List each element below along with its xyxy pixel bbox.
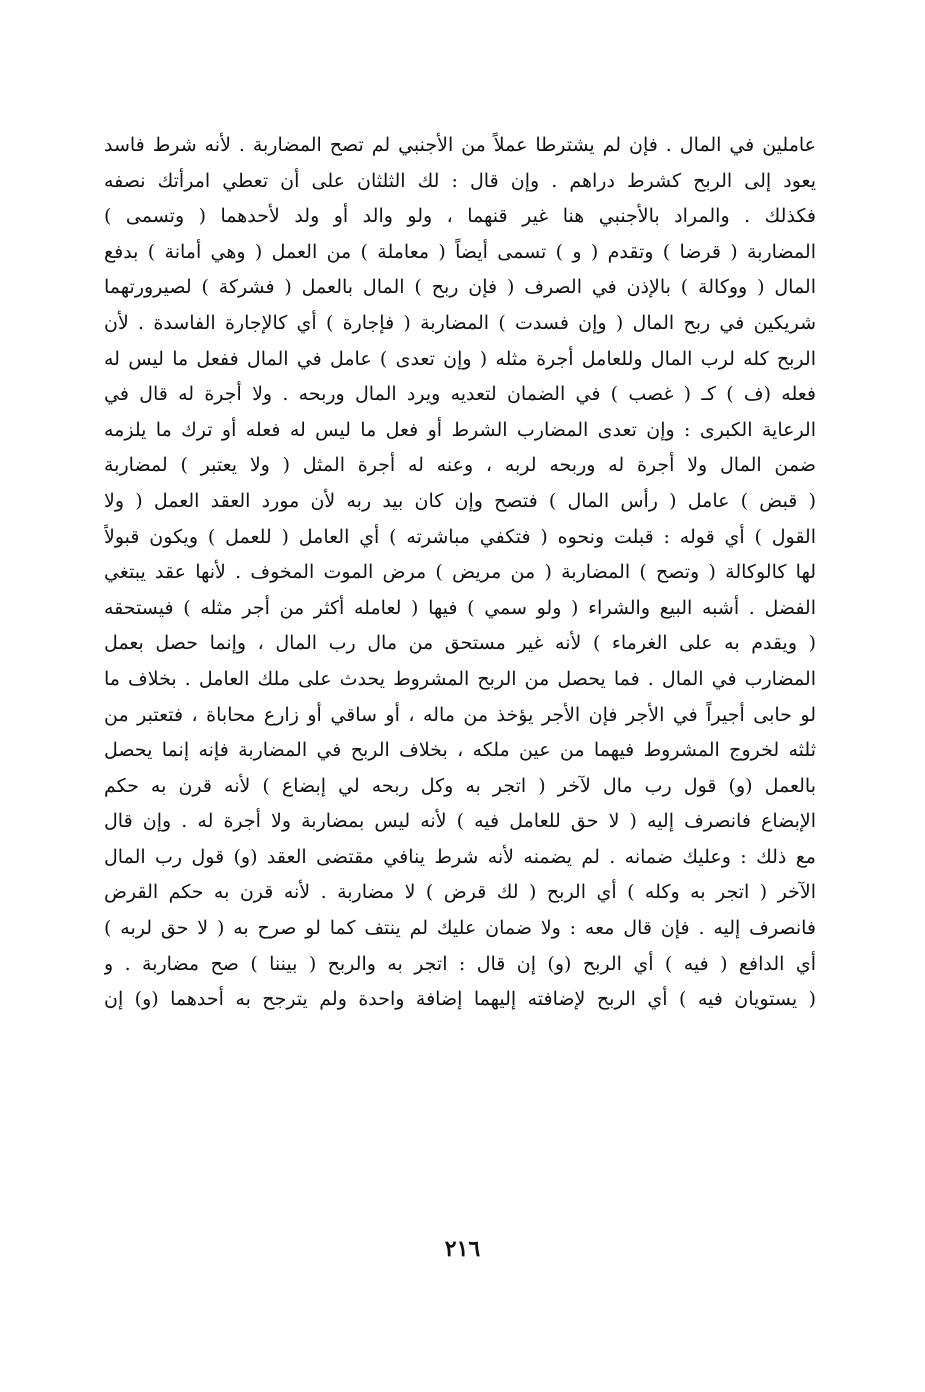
body-text: [104, 128, 816, 1018]
text-line-15: ( ويقدم به على الغرماء ) لأنه غير مستحق من مال رب المال ، وإنما حصل بعمل: [104, 632, 816, 655]
text-line-4: المضاربة ( قرضا ) وتقدم ( و ) تسمى أيضاً ( معاملة ) من العمل ( وهي أمانة ) بدفع: [104, 240, 816, 263]
text-line-5: المال ( ووكالة ) بالإذن في الصرف ( فإن ربح ) المال بالعمل ( فشركة ) لصيرورتهما: [104, 276, 816, 299]
text-line-1: عاملين في المال . فإن لم يشترطا عملاً من الأجنبي لم تصح المضاربة . لأنه شرط فاسد: [104, 134, 816, 156]
text-line-13: لها كالوكالة ( وتصح ) المضاربة ( من مريض ) مرض الموت المخوف . لأنها عقد يبتغي: [104, 561, 816, 584]
text-line-25: ( يستويان فيه ) أي الربح لإضافته إليهما إضافة واحدة ولم يترجح به أحدهما (و) إن: [104, 988, 816, 1011]
text-line-3: فكذلك . والمراد بالأجنبي هنا غير قنهما ، ولو والد أو ولد لأحدهما ( وتسمى ): [104, 205, 816, 228]
text-line-16: المضارب في المال . فما يحصل من الربح المشروط يحدث على ملك العامل . بخلاف ما: [104, 667, 816, 690]
text-line-20: الإبضاع فانصرف إليه ( لا حق للعامل فيه ) لأنه ليس بمضاربة ولا أجرة له . وإن قال: [104, 810, 816, 833]
text-line-17: لو حابى أجيراً في الأجر فإن الأجر يؤخذ من ماله ، أو ساقي أو زارع محاباة ، فتعتبر من: [104, 703, 816, 726]
text-line-7: الربح كله لرب المال وللعامل أجرة مثله ( وإن تعدى ) عامل في المال ففعل ما ليس له: [104, 347, 816, 370]
text-line-10: ضمن المال ولا أجرة له وربحه لربه ، وعنه له أجرة المثل ( ولا يعتبر ) لمضاربة: [104, 454, 816, 477]
text-line-11: ( قبض ) عامل ( رأس المال ) فتصح وإن كان بيد ربه لأن مورد العقد العمل ( ولا: [104, 489, 816, 512]
text-line-21: مع ذلك : وعليك ضمانه . لم يضمنه لأنه شرط ينافي مقتضى العقد (و) قول رب المال: [104, 845, 816, 868]
text-line-12: القول ) أي قوله : قبلت ونحوه ( فتكفي مباشرته ) أي العامل ( للعمل ) ويكون قبولاً: [104, 525, 816, 548]
text-line-24: أي الدافع ( فيه ) أي الربح (و) إن قال : اتجر به والربح ( بيننا ) صح مضاربة . و: [104, 952, 816, 975]
text-line-19: بالعمل (و) قول رب مال لآخر ( اتجر به وكل ربحه لي إبضاع ) لأنه قرن به حكم: [104, 774, 816, 797]
text-line-14: الفضل . أشبه البيع والشراء ( ولو سمي ) فيها ( لعامله أكثر من أجر مثله ) فيستحقه: [104, 596, 816, 619]
text-line-6: شريكين في ربح المال ( وإن فسدت ) المضاربة ( فإجارة ) أي كالإجارة الفاسدة . لأن: [104, 311, 816, 334]
text-line-22: الآخر ( اتجر به وكله ) أي الربح ( لك قرض ) لا مضاربة . لأنه قرن به حكم القرض: [104, 881, 816, 904]
page-number: ٢١٦: [444, 1236, 481, 1262]
text-line-8: فعله (ف ) كـ ( غصب ) في الضمان لتعديه ويرد المال وربحه . ولا أجرة له قال في: [104, 383, 816, 406]
text-line-2: يعود إلى الربح كشرط دراهم . وإن قال : لك الثلثان على أن تعطي امرأتك نصفه: [104, 169, 816, 192]
text-line-18: ثلثه لخروج المشروط فيهما من عين ملكه ، بخلاف الربح في المضاربة فإنه إنما يحصل: [104, 739, 816, 762]
text-line-23: فانصرف إليه . فإن قال معه : ولا ضمان عليك لم ينتف كما لو صرح به ( لا حق لربه ): [104, 917, 816, 940]
text-line-9: الرعاية الكبرى : وإن تعدى المضارب الشرط أو فعل ما ليس له فعله أو ترك ما يلزمه: [104, 418, 816, 441]
